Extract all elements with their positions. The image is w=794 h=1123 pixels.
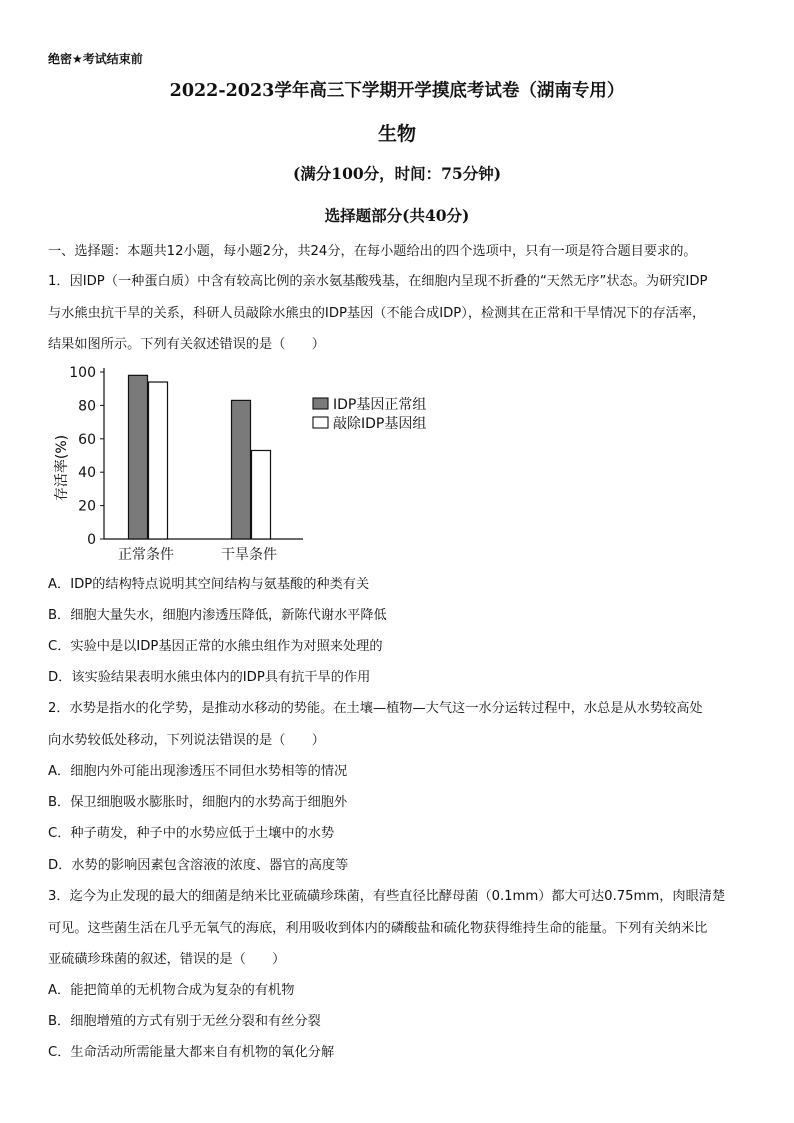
y-tick-label: 60 <box>78 431 96 448</box>
y-tick-label: 20 <box>78 498 96 515</box>
exam-title: 2022-2023学年高三下学期开学摸底考试卷（湖南专用） <box>169 81 625 101</box>
legend-swatch <box>313 417 328 428</box>
q1-stem-line: 1．因IDP（一种蛋白质）中含有较高比例的亲水氨基酸残基，在细胞内呈现不折叠的“天然无序”状态。为研究IDP <box>48 274 708 289</box>
q2-option-c[interactable]: C．种子萌发，种子中的水势应低于土壤中的水势 <box>48 826 335 841</box>
section-title: 选择题部分(共40分) <box>324 206 470 225</box>
survival-rate-chart <box>48 360 468 570</box>
q2-stem-line: 向水势较低处移动，下列说法错误的是（ ） <box>48 733 325 748</box>
q3-stem-line: 可见。这些菌生活在几乎无氧气的海底，利用吸收到体内的磷酸盐和硫化物获得维持生命的能量。下列有关纳米比 <box>48 921 708 936</box>
y-tick-label: 80 <box>78 398 96 415</box>
q2-option-a[interactable]: A．细胞内外可能出现渗透压不同但水势相等的情况 <box>48 764 348 779</box>
instructions: 一、选择题：本题共12小题，每小题2分，共24分，在每小题给出的四个选项中，只有一项是符合题目要求的。 <box>48 244 697 259</box>
bar <box>232 400 251 539</box>
q1-option-d[interactable]: D．该实验结果表明水熊虫体内的IDP具有抗干旱的作用 <box>48 670 371 685</box>
bar <box>129 375 148 539</box>
x-category-label: 干旱条件 <box>221 547 277 563</box>
q3-stem-line: 3．迄今为止发现的最大的细菌是纳米比亚硫磺珍珠菌，有些直径比酵母菌（0.1mm）都大可达0.75mm，肉眼清楚 <box>48 889 726 904</box>
bar <box>149 382 168 539</box>
q3-option-c[interactable]: C．生命活动所需能量大都来自有机物的氧化分解 <box>48 1045 335 1060</box>
y-tick-label: 0 <box>87 532 96 548</box>
q1-option-b[interactable]: B．细胞大量失水，细胞内渗透压降低，新陈代谢水平降低 <box>48 608 387 623</box>
q3-option-b[interactable]: B．细胞增殖的方式有别于无丝分裂和有丝分裂 <box>48 1014 321 1029</box>
legend-label: 敲除IDP基因组 <box>333 416 427 432</box>
q3-stem-line: 亚硫磺珍珠菌的叙述，错误的是（ ） <box>48 952 286 967</box>
q2-stem-line: 2．水势是指水的化学势，是推动水移动的势能。在土壤—植物—大气这一水分运转过程中，水总是从水势较高处 <box>48 701 703 716</box>
score-time: (满分100分，时间：75分钟) <box>292 164 502 183</box>
q1-option-c[interactable]: C．实验中是以IDP基因正常的水熊虫组作为对照来处理的 <box>48 639 383 654</box>
y-axis-label: 存活率(%) <box>54 434 70 502</box>
confidential-mark: 绝密★考试结束前 <box>48 52 143 66</box>
q1-stem-line: 与水熊虫抗干旱的关系，科研人员敲除水熊虫的IDP基因（不能合成IDP），检测其在正常和干旱情况下的存活率， <box>48 306 706 321</box>
q1-option-a[interactable]: A．IDP的结构特点说明其空间结构与氨基酸的种类有关 <box>48 577 370 592</box>
q1-stem-line: 结果如图所示。下列有关叙述错误的是（ ） <box>48 337 325 352</box>
legend-swatch <box>313 398 328 409</box>
q3-option-a[interactable]: A．能把简单的无机物合成为复杂的有机物 <box>48 983 295 998</box>
subject-title: 生物 <box>377 123 416 145</box>
y-tick-label: 100 <box>69 365 96 381</box>
legend-label: IDP基因正常组 <box>333 397 427 413</box>
q2-option-d[interactable]: D．水势的影响因素包含溶液的浓度、器官的高度等 <box>48 858 349 873</box>
x-category-label: 正常条件 <box>118 547 174 563</box>
q2-option-b[interactable]: B．保卫细胞吸水膨胀时，细胞内的水势高于细胞外 <box>48 795 348 810</box>
bar <box>252 450 271 539</box>
y-tick-label: 40 <box>78 465 96 482</box>
